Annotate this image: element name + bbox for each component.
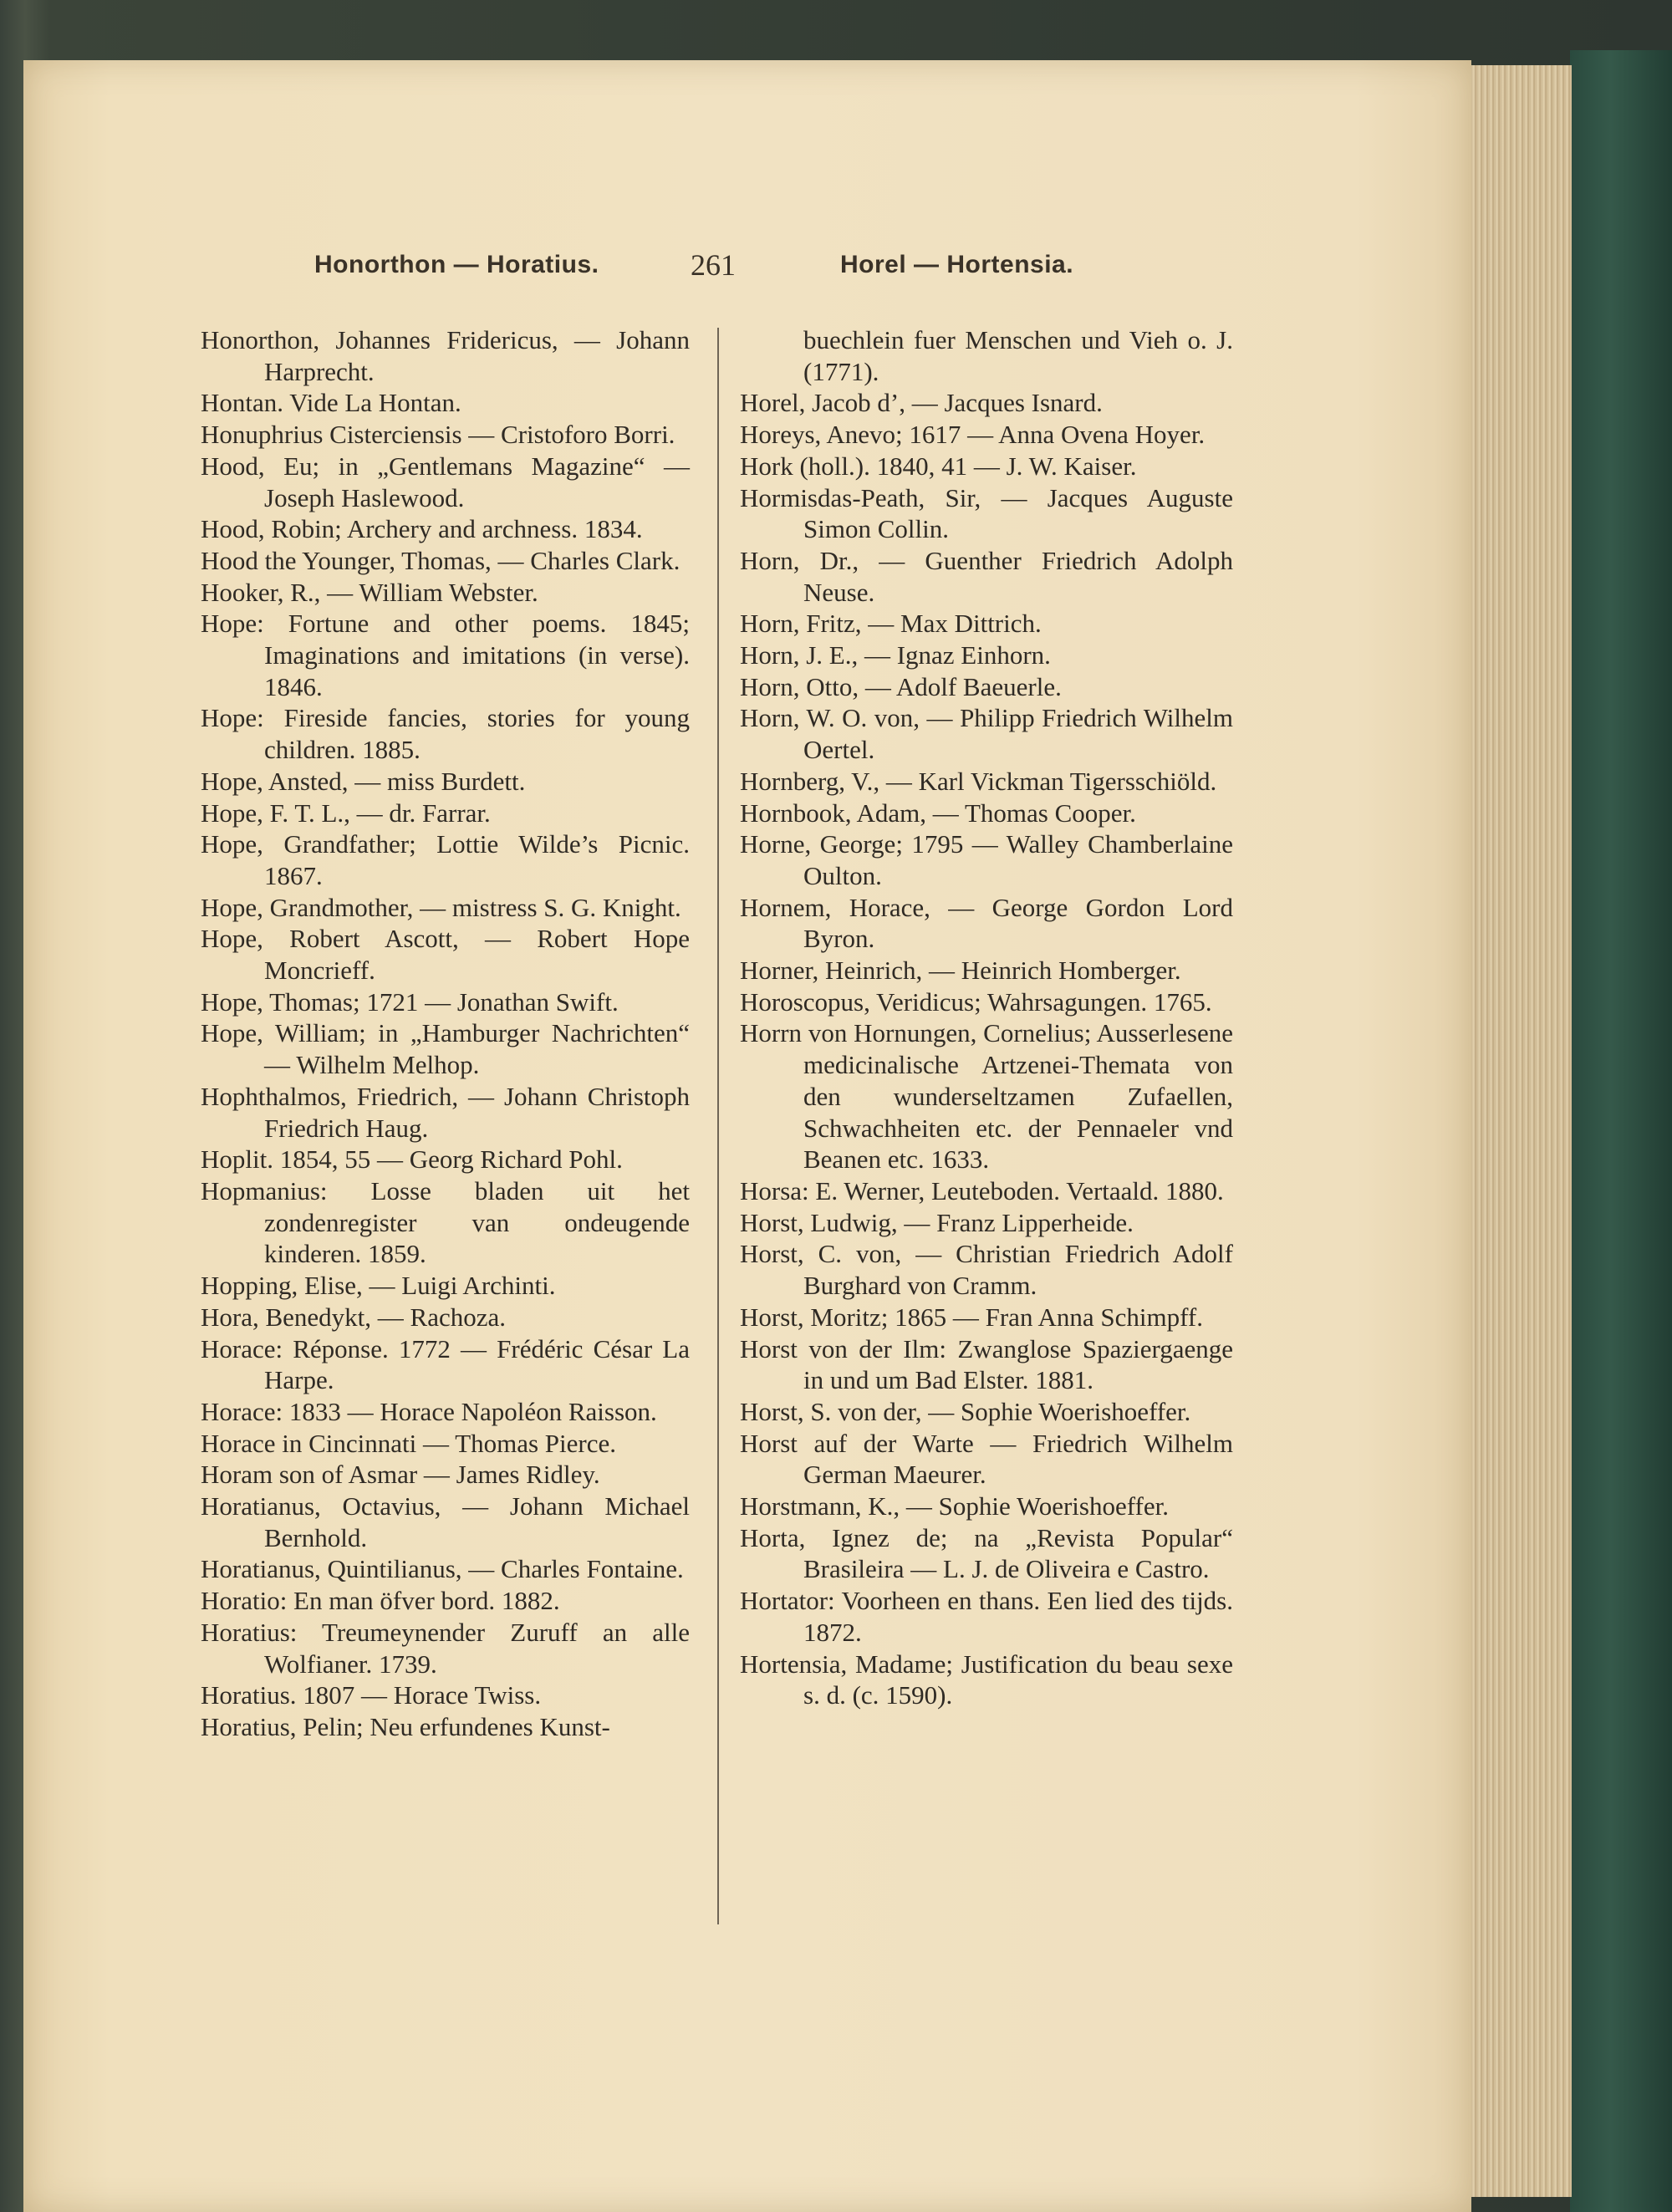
- index-entry: Horace in Cincinnati — Thomas Pierce.: [201, 1428, 617, 1458]
- index-entry: Hope, F. T. L., — dr. Farrar.: [201, 798, 491, 828]
- index-entry: Hoplit. 1854, 55 — Georg Richard Pohl.: [201, 1144, 623, 1175]
- index-entry: Horatio: En man öfver bord. 1882.: [201, 1586, 560, 1616]
- index-entry: Honorthon, Johannes Fridericus, — Johann Harprecht.: [201, 325, 690, 386]
- book-cover: [1570, 50, 1672, 2212]
- index-entry: Hortator: Voorheen en thans. Een lied des tijds. 1872.: [740, 1586, 1233, 1647]
- index-entry: Horst auf der Warte — Friedrich Wilhelm German Maeurer.: [740, 1428, 1233, 1490]
- index-entry: Hontan. Vide La Hontan.: [201, 388, 461, 418]
- index-entry: Honuphrius Cisterciensis — Cristoforo Borri.: [201, 420, 675, 450]
- index-entry: Horn, Otto, — Adolf Baeuerle.: [740, 671, 1062, 701]
- index-entry: Horatius. 1807 — Horace Twiss.: [201, 1680, 542, 1710]
- index-entry: Horstmann, K., — Sophie Woerishoeffer.: [740, 1491, 1169, 1521]
- index-entry: Hornberg, V., — Karl Vickman Tigersschiöld.: [740, 766, 1217, 796]
- index-entry: Hork (holl.). 1840, 41 — J. W. Kaiser.: [740, 451, 1137, 481]
- index-entry: Horatianus, Octavius, — Johann Michael Bernhold.: [201, 1491, 690, 1552]
- index-entry: Hormisdas-Peath, Sir, — Jacques Auguste Simon Collin.: [740, 482, 1233, 544]
- index-entry: Hortensia, Madame; Justification du beau sexe s. d. (c. 1590).: [740, 1649, 1233, 1710]
- index-entry: Hope, Ansted, — miss Burdett.: [201, 766, 526, 796]
- left-running-header: Honorthon — Horatius.: [314, 251, 599, 278]
- index-entry: Hornem, Horace, — George Gordon Lord Byron.: [740, 892, 1233, 954]
- left-column: [201, 324, 690, 1743]
- index-entry: Horel, Jacob d’, — Jacques Isnard.: [740, 388, 1103, 418]
- index-entry: Horn, Dr., — Guenther Friedrich Adolph Neuse.: [740, 545, 1233, 607]
- index-entry: Horsa: E. Werner, Leuteboden. Vertaald. 1880.: [740, 1175, 1224, 1205]
- index-entry: Horst, C. von, — Christian Friedrich Adolf Burghard von Cramm.: [740, 1239, 1233, 1301]
- index-entry: Hope, Robert Ascott, — Robert Hope Moncrieff.: [201, 924, 690, 986]
- right-running-header: Horel — Hortensia.: [840, 251, 1074, 278]
- index-entry: Horatianus, Quintilianus, — Charles Fontaine.: [201, 1554, 684, 1584]
- index-entry: Horeys, Anevo; 1617 — Anna Ovena Hoyer.: [740, 420, 1206, 450]
- index-entry: Hora, Benedykt, — Rachoza.: [201, 1302, 506, 1332]
- index-entry: Horrn von Hornungen, Cornelius; Ausserlesene medicinalische Artzenei-Themata von den wunderseltzamen Zufaellen, Schwachheiten etc. der Pennaeler vnd Beanen etc. 1633.: [740, 1018, 1233, 1175]
- index-entry: Hood the Younger, Thomas, — Charles Clark.: [201, 545, 681, 575]
- index-entry: Horn, J. E., — Ignaz Einhorn.: [740, 640, 1051, 670]
- index-entry: Hopping, Elise, — Luigi Archinti.: [201, 1271, 556, 1301]
- index-entry: Horst von der Ilm: Zwanglose Spaziergaenge in und um Bad Elster. 1881.: [740, 1333, 1233, 1395]
- index-entry: Hornbook, Adam, — Thomas Cooper.: [740, 798, 1136, 828]
- right-column: [740, 324, 1233, 1711]
- page-edges: [1470, 65, 1572, 2197]
- index-entry: Hooker, R., — William Webster.: [201, 577, 538, 607]
- index-entry: Hope, Thomas; 1721 — Jonathan Swift.: [201, 986, 619, 1017]
- index-entry: Horatius: Treumeynender Zuruff an alle Wolfianer. 1739.: [201, 1617, 690, 1679]
- index-entry: Hope, Grandfather; Lottie Wilde’s Picnic. 1867.: [201, 829, 690, 890]
- column-divider: [717, 328, 719, 1924]
- index-entry: Hope: Fireside fancies, stories for young children. 1885.: [201, 703, 690, 765]
- index-entry: Horatius, Pelin; Neu erfundenes Kunst-: [201, 1711, 610, 1741]
- index-entry: Horace: 1833 — Horace Napoléon Raisson.: [201, 1396, 657, 1426]
- index-entry: Horne, George; 1795 — Walley Chamberlaine Oulton.: [740, 829, 1233, 890]
- index-entry: buechlein fuer Menschen und Vieh o. J. (1771).: [803, 325, 1233, 386]
- index-entry: Horst, Ludwig, — Franz Lipperheide.: [740, 1207, 1134, 1237]
- index-entry: Horam son of Asmar — James Ridley.: [201, 1460, 600, 1490]
- index-entry: Horn, Fritz, — Max Dittrich.: [740, 609, 1042, 639]
- page-number: 261: [691, 248, 736, 282]
- index-entry: Horst, S. von der, — Sophie Woerishoeffer.: [740, 1396, 1191, 1426]
- index-entry: Horst, Moritz; 1865 — Fran Anna Schimpff.: [740, 1302, 1203, 1332]
- index-entry: Horn, W. O. von, — Philipp Friedrich Wilhelm Oertel.: [740, 703, 1233, 765]
- index-entry: Horoscopus, Veridicus; Wahrsagungen. 1765.: [740, 986, 1212, 1017]
- index-entry: Horta, Ignez de; na „Revista Popular“ Brasileira — L. J. de Oliveira e Castro.: [740, 1522, 1233, 1584]
- index-entry: Hope, William; in „Hamburger Nachrichten“ — Wilhelm Melhop.: [201, 1018, 690, 1080]
- index-entry: Hopmanius: Losse bladen uit het zondenregister van ondeugende kinderen. 1859.: [201, 1175, 690, 1269]
- index-entry: Horace: Réponse. 1772 — Frédéric César La Harpe.: [201, 1333, 690, 1395]
- index-entry: Hope: Fortune and other poems. 1845; Imaginations and imitations (in verse). 1846.: [201, 609, 690, 701]
- index-entry: Hood, Robin; Archery and archness. 1834.: [201, 514, 643, 544]
- index-entry: Hophthalmos, Friedrich, — Johann Christoph Friedrich Haug.: [201, 1081, 690, 1143]
- index-entry: Horner, Heinrich, — Heinrich Homberger.: [740, 956, 1181, 986]
- index-entry: Hope, Grandmother, — mistress S. G. Knight.: [201, 892, 681, 922]
- index-entry: Hood, Eu; in „Gentlemans Magazine“ — Joseph Haslewood.: [201, 451, 690, 512]
